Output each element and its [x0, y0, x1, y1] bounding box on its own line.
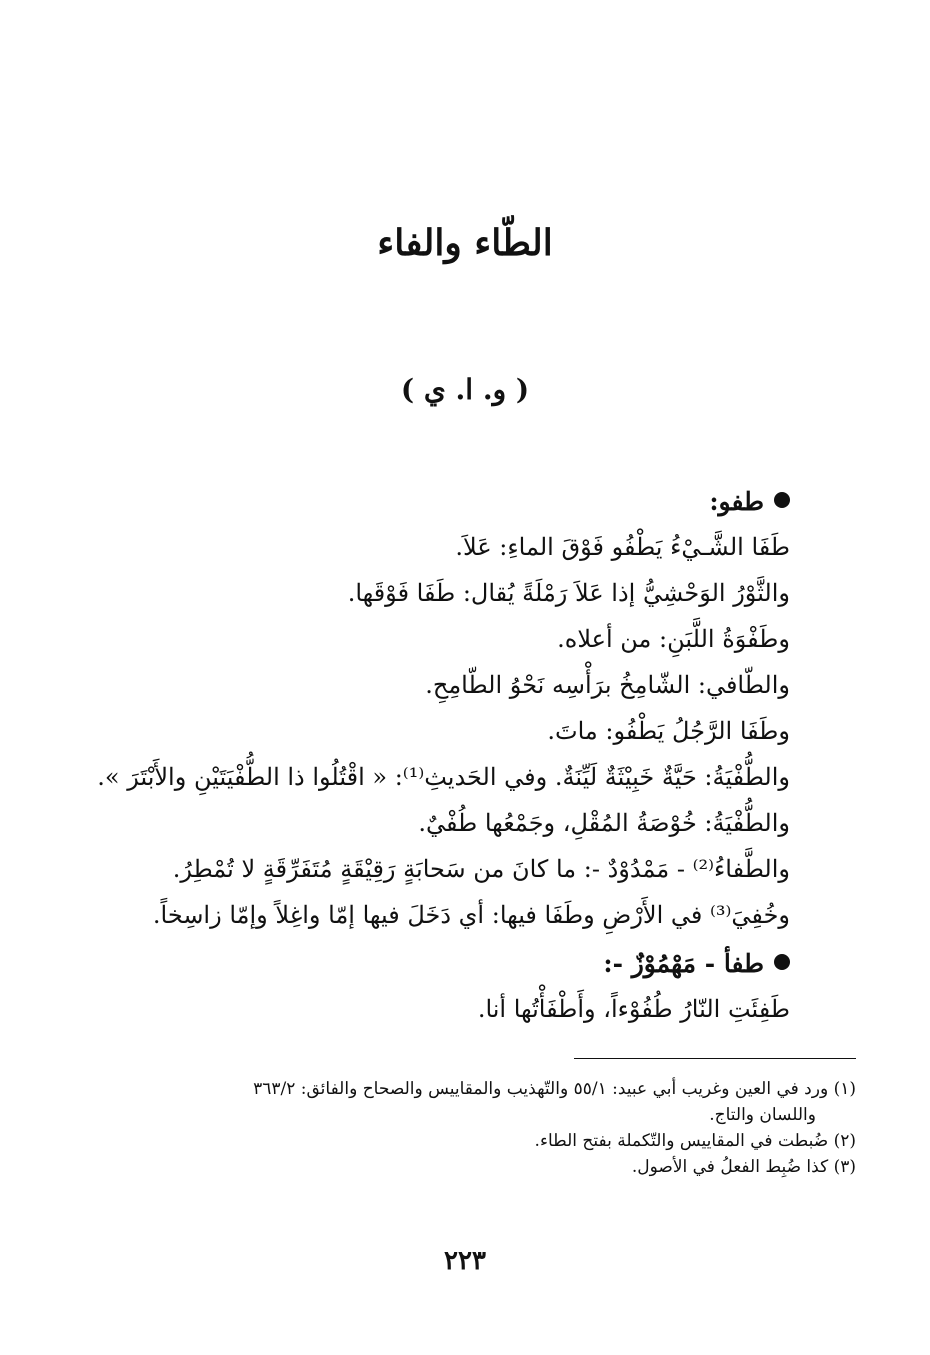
entry-heading-text: طفأ - مَهْمُوْزٌ -: — [603, 949, 764, 978]
bullet-icon — [774, 492, 790, 508]
footnote-2 — [66, 1128, 856, 1154]
entry-line: والطّافي: الشّامِخُ برَأْسِه نَحْوُ الطّامِحِ. — [425, 671, 790, 699]
entry-line: طَفَا الشَّـيْءُ يَطْفُو فَوْقَ الماءِ: عَلاَ. — [455, 533, 790, 561]
entry-line: والطَّفاءُ⁽²⁾ - مَمْدُوْدٌ -: ما كانَ من سَحابَةٍ رَقِيْقَةٍ مُتَفَرِّقَةٍ لا تُمْطِرُ. — [172, 855, 790, 883]
entry-heading — [90, 480, 790, 524]
footnote-marker: (١) — [833, 1079, 856, 1099]
footnotes — [66, 1076, 856, 1180]
footnote-marker: (٣) — [833, 1157, 856, 1177]
footnote-text: كذا ضُبِط الفعلُ في الأصول. — [631, 1157, 829, 1177]
footnote-3 — [66, 1154, 856, 1180]
footnote-1-continuation: واللسان والتاج. — [709, 1105, 816, 1125]
entry-line: والطُّفْيَةُ: خُوْصَةُ المُقْلِ، وجَمْعُها طُفْيٌ. — [418, 809, 790, 837]
root-heading: ( و. ا. ي ) — [400, 373, 530, 406]
entry-heading — [90, 942, 790, 986]
chapter-title: الطّاء والفاء — [377, 222, 553, 264]
entry-line: وطَفْوَةُ اللَّبَنِ: من أعلاه. — [557, 625, 790, 653]
footnote-1 — [66, 1076, 856, 1102]
page-number: ٢٢٣ — [444, 1246, 486, 1276]
entry-line: وطَفَا الرَّجُلُ يَطْفُو: ماتَ. — [547, 717, 790, 745]
bullet-icon — [774, 954, 790, 970]
footnote-divider — [574, 1058, 856, 1059]
entry-line: وخُفِيَ⁽³⁾ في الأَرْضِ وطَفَا فيها: أي دَخَلَ فيها إمّا واغِلاً وإمّا زاسِخاً. — [152, 901, 790, 929]
dictionary-entries — [90, 480, 790, 1032]
footnote-text: ورد في العين وغريب أبي عبيد: ٥٥/١ والتّهذيب والمقاييس والصحاح والفائق: ٣٦٣/٢ — [253, 1079, 829, 1099]
footnote-marker: (٢) — [833, 1131, 856, 1151]
entry-heading-text: طفو: — [709, 487, 764, 516]
entry-line: والطُّفْيَةُ: حَيَّةٌ خَبِيْثَةٌ لَيِّنَةٌ. وفي الحَديثِ⁽¹⁾: « اقْتُلُوا ذا الطُّفْيَتَيْنِ والأَبْتَرَ ». — [97, 763, 790, 791]
entry-line: والثَّوْرُ الوَحْشِيُّ إذا عَلاَ رَمْلَةً يُقال: طَفَا فَوْقَها. — [347, 579, 790, 607]
footnote-text: ضُبطت في المقاييس والتّكملة بفتح الطاء. — [534, 1131, 829, 1151]
entry-line: طَفِئَتِ النّارُ طُفُوْءاً، وأَطْفَأْتُها أنا. — [477, 995, 790, 1023]
